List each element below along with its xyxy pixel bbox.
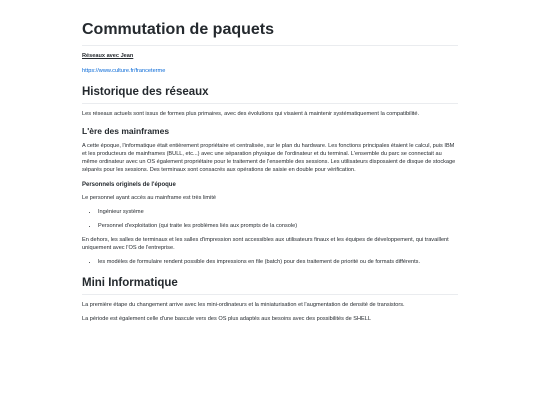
historique-intro: Les réseaux actuels sont issus de formes plus primaires, avec des évolutions qui visaient à maintenir systématiquement la compatibilité. xyxy=(82,111,420,117)
list-item: • Ingénieur système xyxy=(98,208,458,216)
author-line: Réseaux avec Jean xyxy=(82,53,134,59)
mainframes-paragraph: A cette époque, l'informatique était entièrement propriétaire et centralisée, sur le plan du hardware. Les fonctions principales étaient le calcul, puis IBM et les producteurs de mainframes (BULL, etc...) avec une séparation physique de l'ordinateur et du terminal. L'ensemble du parc se connectait au même ordinateur avec un OS également propriétaire pour le traitement de l'ensemble des sessions. Les utilisateurs disposaient de disque de stockage séparés pour les sessions. Des terminaux sont consacrés aux opérations de saisie en double pour vérification. xyxy=(82,143,456,173)
list-item: • Personnel d'exploitation (qui traite les problèmes liés aux prompts de la console) xyxy=(98,222,458,230)
mini-paragraph-2: La période est également celle d'une bascule vers des OS plus adaptés aux besoins avec des possibilités de SHELL xyxy=(82,316,372,322)
link-paragraph xyxy=(82,67,458,75)
section-heading-mini: Mini Informatique xyxy=(82,276,458,295)
subsection-heading-mainframes: L'ère des mainframes xyxy=(82,126,170,136)
personnel-intro: Le personnel ayant accès au mainframe est très limité xyxy=(82,195,217,201)
page-title: Commutation de paquets xyxy=(82,20,458,46)
subsubsection-heading-personnels: Personnels originels de l'époque xyxy=(82,182,176,188)
list-item: • les modèles de formulaire rendent possible des impressions en file (batch) pour des traitement de priorité ou de formats différents. xyxy=(98,258,458,266)
formulaires-list xyxy=(82,258,458,266)
mini-paragraph-1: La première étape du changement arrive avec les mini-ordinateurs et la miniaturisation et l'augmentation de densité de transistors. xyxy=(82,302,405,308)
source-link[interactable]: https://www.culture.fr/franceterme xyxy=(82,68,166,74)
personnel-list xyxy=(82,208,458,230)
section-heading-historique: Historique des réseaux xyxy=(82,85,458,104)
dehors-paragraph: En dehors, les salles de terminaux et les salles d'impression sont accessibles aux utilisateurs finaux et les équipes de développement, qui travaillent uniquement avec l'OS de l'entreprise. xyxy=(82,237,449,251)
